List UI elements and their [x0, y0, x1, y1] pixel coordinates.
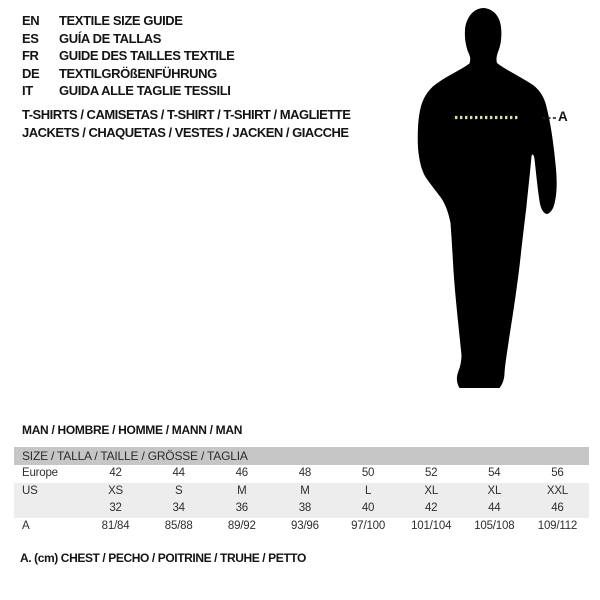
row-label [14, 500, 84, 518]
language-title: GUIDA ALLE TAGLIE TESSILI [59, 83, 231, 98]
size-cell: XL [424, 484, 439, 497]
language-code: IT [22, 83, 33, 98]
table-row-europe [14, 465, 589, 483]
size-cell: 93/96 [291, 519, 319, 532]
language-title: TEXTILE SIZE GUIDE [59, 13, 183, 28]
size-cell: 89/92 [227, 519, 256, 532]
measure-label-a: A [558, 109, 568, 124]
size-cell: L [364, 484, 372, 497]
size-cell: 44 [172, 467, 185, 479]
language-code: EN [22, 13, 40, 28]
size-cell: 85/88 [164, 519, 193, 532]
size-cell: 38 [298, 502, 312, 514]
language-title: TEXTILGRÖßENFÜHRUNG [59, 65, 217, 81]
size-cell: 46 [551, 502, 564, 514]
row-label: Europe [22, 467, 58, 479]
size-cell: 34 [172, 502, 185, 514]
measurement-footnote: A. (cm) CHEST / PECHO / POITRINE / TRUHE / PETTO [20, 551, 306, 565]
size-cell: XL [487, 484, 502, 497]
size-cell: XXL [546, 484, 568, 497]
size-cell: 46 [235, 467, 249, 479]
size-table [14, 447, 589, 535]
size-cell: 52 [424, 467, 438, 479]
size-cell: XS [108, 484, 124, 497]
table-row-us [14, 483, 589, 501]
size-cell: M [237, 484, 247, 497]
language-title: GUÍA DE TALLAS [59, 30, 162, 46]
row-label: US [22, 484, 38, 497]
size-cell: M [300, 484, 310, 497]
size-cell: 36 [235, 502, 249, 514]
size-cell: 44 [488, 502, 501, 514]
category-tshirts: T-SHIRTS / CAMISETAS / T-SHIRT / T-SHIRT / MAGLIETTE [22, 107, 351, 122]
size-cell: S [174, 484, 183, 497]
man-silhouette [418, 8, 557, 388]
row-label: A [22, 519, 30, 532]
language-code: DE [22, 65, 40, 81]
size-cell: 40 [361, 502, 375, 514]
language-title: GUIDE DES TAILLES TEXTILE [59, 48, 235, 63]
size-cell: 105/108 [474, 519, 515, 532]
size-table-header: SIZE / TALLA / TAILLE / GRÖSSE / TAGLIA [14, 447, 589, 465]
table-row-uk [14, 500, 589, 518]
size-cell: 50 [361, 467, 375, 479]
size-cell: 42 [109, 467, 122, 479]
language-code: ES [22, 30, 39, 46]
category-jackets: JACKETS / CHAQUETAS / VESTES / JACKEN / GIACCHE [22, 125, 349, 140]
size-cell: 32 [109, 502, 122, 514]
size-cell: 81/84 [101, 519, 130, 532]
language-code: FR [22, 48, 39, 63]
table-row-chest-a [14, 518, 589, 536]
size-cell: 42 [424, 502, 438, 514]
size-cell: 97/100 [351, 519, 386, 532]
size-cell: 54 [488, 467, 501, 479]
section-title-man: MAN / HOMBRE / HOMME / MANN / MAN [22, 423, 243, 437]
size-cell: 101/104 [411, 519, 452, 532]
size-cell: 56 [551, 467, 564, 479]
size-cell: 48 [298, 467, 312, 479]
size-cell: 109/112 [537, 519, 578, 532]
